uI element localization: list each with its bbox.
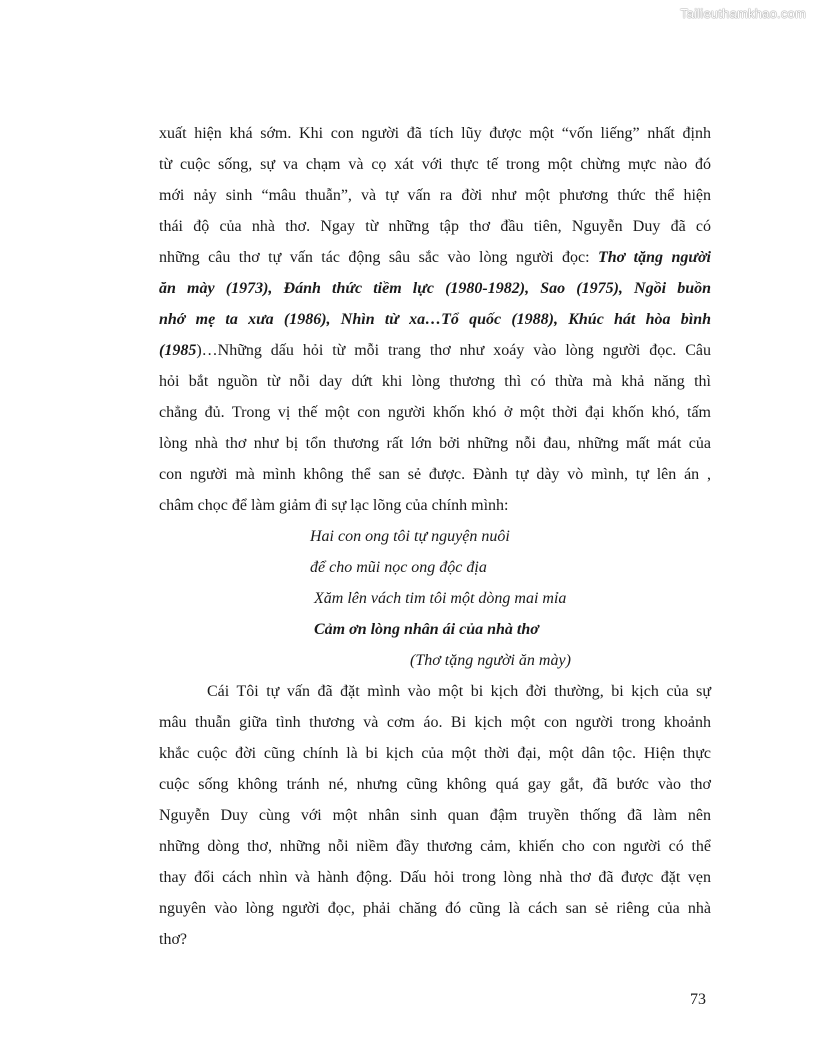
text-line: thơ?: [159, 931, 188, 948]
poem-line: Cảm ơn lòng nhân ái của nhà thơ: [314, 621, 539, 638]
work-titles-line: nhớ mẹ ta xưa (1986), Nhìn từ xa…Tổ quốc (1988), Khúc hát hòa bình: [159, 311, 711, 328]
work-title: (1985: [159, 342, 197, 359]
text-line: [159, 341, 711, 361]
text-line: xuất hiện khá sớm. Khi con người đã tích lũy được một “vốn liếng” nhất định: [159, 125, 711, 142]
text-line: khắc cuộc đời cũng chính là bi kịch của một thời đại, một dân tộc. Hiện thực: [159, 745, 711, 762]
text-line: thay đổi cách nhìn và hành động. Dấu hỏi trong lòng nhà thơ đã được đặt vẹn: [159, 869, 711, 886]
poem-line: Xăm lên vách tim tôi một dòng mai mỉa: [314, 590, 567, 607]
text-line: thái độ của nhà thơ. Ngay từ những tập thơ đầu tiên, Nguyễn Duy đã có: [159, 218, 711, 235]
text-line: cuộc sống không tránh né, nhưng cũng không quá gay gắt, đã bước vào thơ: [159, 776, 711, 793]
watermark-text: Tailieuthamkhao.com: [680, 6, 806, 21]
text-line: Cái Tôi tự vấn đã đặt mình vào một bi kịch đời thường, bi kịch của sự: [207, 683, 711, 700]
poem-line: Hai con ong tôi tự nguyện nuôi: [310, 528, 510, 545]
work-titles-line: ăn mày (1973), Đánh thức tiềm lực (1980-1982), Sao (1975), Ngồi buồn: [159, 280, 711, 297]
text-span: những câu thơ tự vấn tác động sâu sắc vào lòng người đọc:: [159, 249, 598, 266]
text-line: [159, 248, 711, 268]
text-line: mới nảy sinh “mâu thuẫn”, và tự vấn ra đời như một phương thức thể hiện: [159, 187, 711, 204]
text-line: mâu thuẫn giữa tình thương và cơm áo. Bi kịch một con người trong khoảnh: [159, 714, 711, 731]
text-line: những dòng thơ, những nỗi niềm đầy thương cảm, khiến cho con người có thể: [159, 838, 711, 855]
text-line: châm chọc để làm giảm đi sự lạc lõng của chính mình:: [159, 497, 509, 514]
text-line: chẳng đủ. Trong vị thế một con người khốn khó ở một thời đại khốn khó, tấm: [159, 404, 711, 421]
work-title: Thơ tặng người: [597, 249, 711, 266]
page-number: 73: [690, 991, 706, 1008]
text-line: lòng nhà thơ như bị tổn thương rất lớn bởi những nỗi đau, những mất mát của: [159, 435, 711, 452]
poem-source: (Thơ tặng người ăn mày): [410, 652, 571, 669]
poem-line: để cho mũi nọc ong độc địa: [310, 559, 487, 576]
text-line: hỏi bắt nguồn từ nỗi day dứt khi lòng thương thì có thừa mà khả năng thì: [159, 373, 711, 390]
text-span: )…Những dấu hỏi từ mỗi trang thơ như xoáy vào lòng người đọc. Câu: [196, 342, 711, 359]
text-line: từ cuộc sống, sự va chạm và cọ xát với thực tế trong một chừng mực nào đó: [159, 156, 711, 173]
text-line: Nguyễn Duy cùng với một nhân sinh quan đậm truyền thống đã làm nên: [159, 807, 711, 824]
text-line: nguyên vào lòng người đọc, phải chăng đó cũng là cách san sẻ riêng của nhà: [159, 900, 711, 917]
text-line: con người mà mình không thể san sẻ được. Đành tự dày vò mình, tự lên án ,: [159, 466, 711, 483]
